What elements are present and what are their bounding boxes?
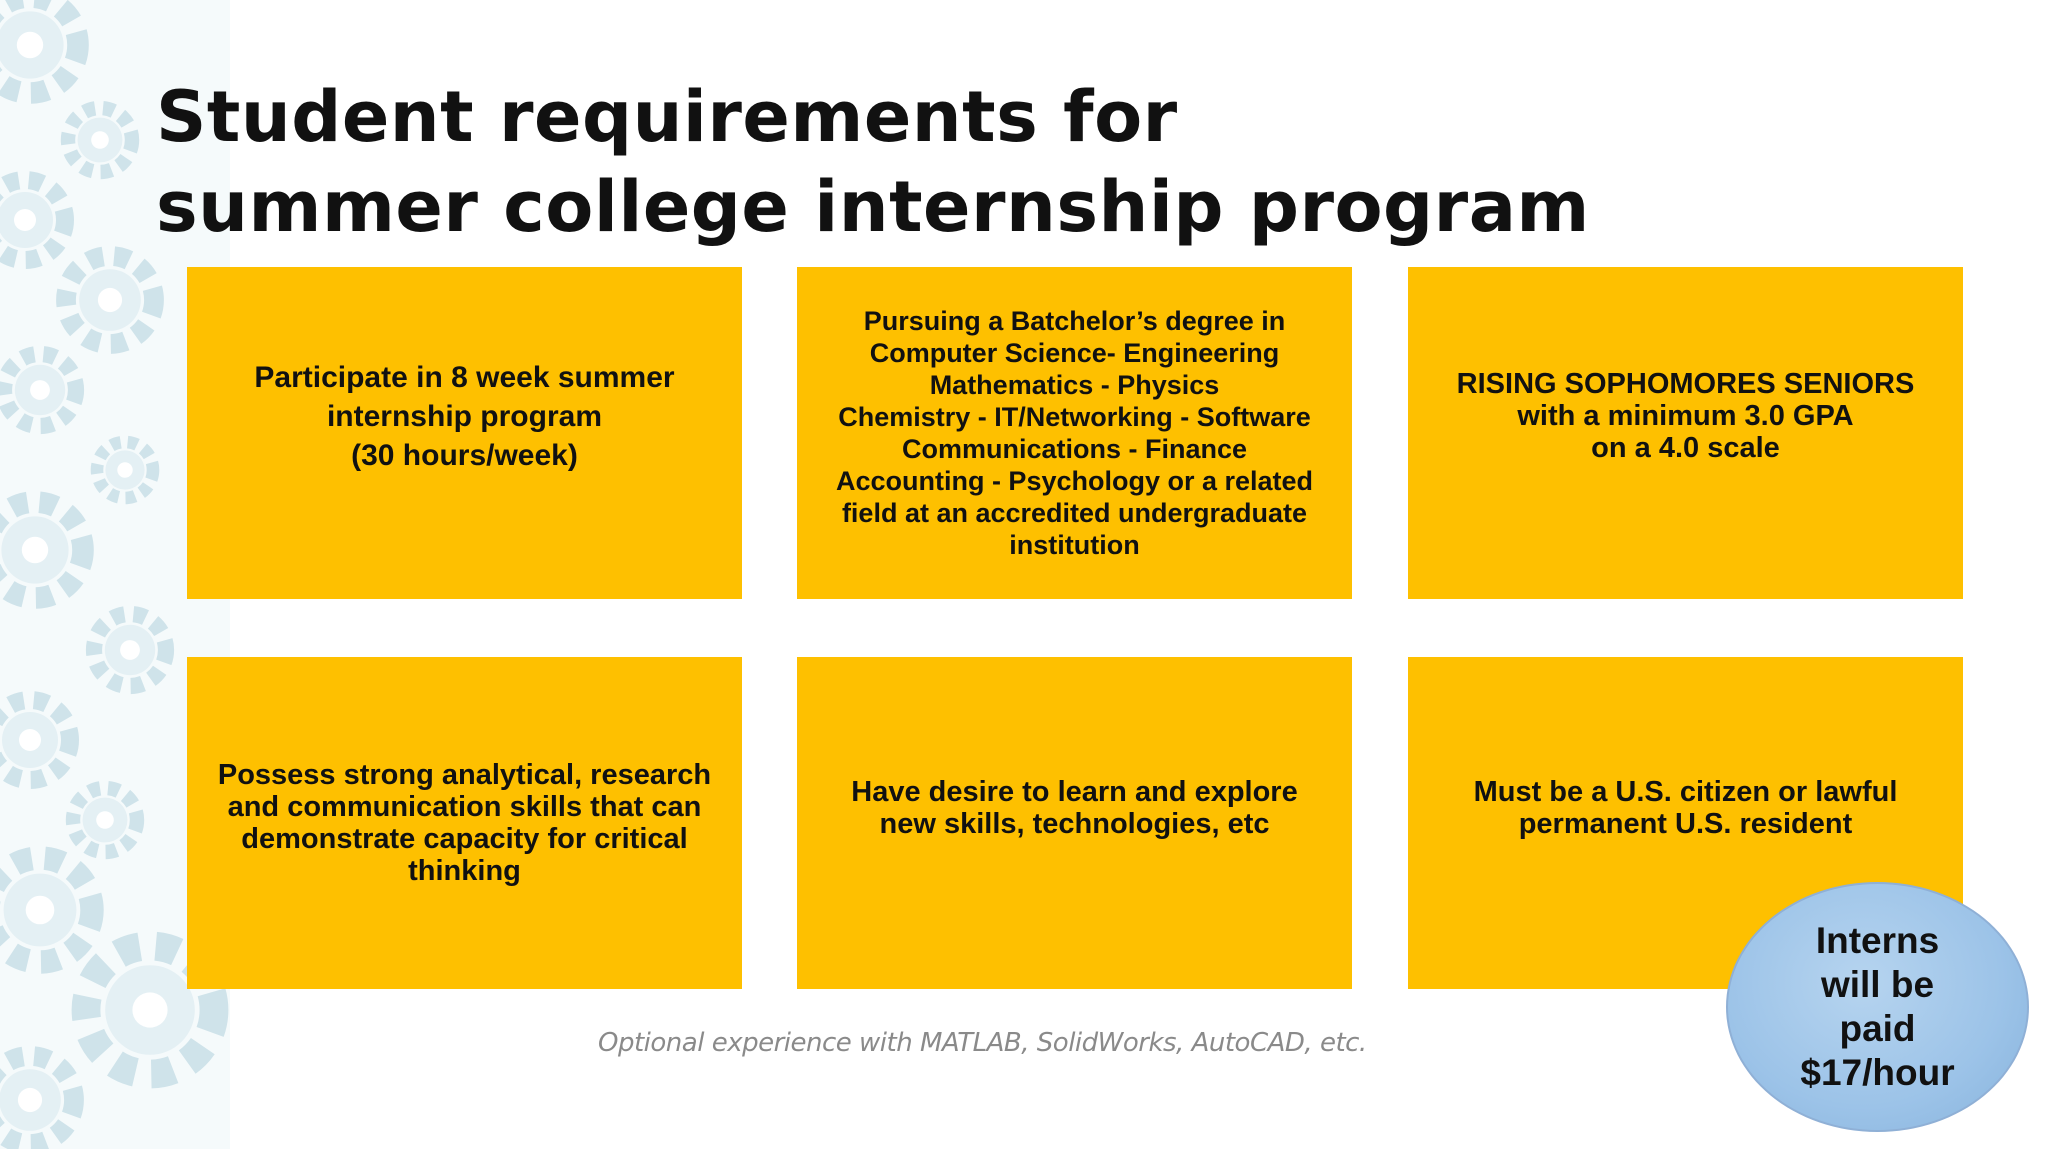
requirement-card-text: Participate in 8 week summer internship program (30 hours/week)	[254, 360, 675, 472]
pay-badge	[1726, 882, 2029, 1132]
requirement-card-gpa	[1408, 267, 1963, 599]
requirement-card-text: Pursuing a Batchelor’s degree in Computer Science- Engineering Mathematics - Physics Chemistry - IT/Networking - Software Communications - Finance Accounting - Psychology or a related field at an accredited undergraduate institution	[835, 306, 1314, 560]
title-line-2: summer college internship program	[156, 166, 1590, 248]
requirement-card-duration	[187, 267, 742, 599]
pay-badge-text: Interns will be paid $17/hour	[1800, 920, 1955, 1093]
requirement-card-degree	[797, 267, 1352, 599]
title-line-1: Student requirements for	[156, 76, 1178, 158]
requirement-card-text: Possess strong analytical, research and communication skills that can demonstrate capacity for critical thinking	[217, 759, 712, 887]
requirement-card-text: Have desire to learn and explore new skills, technologies, etc	[851, 776, 1298, 840]
requirement-card-desire	[797, 657, 1352, 989]
requirement-card-text: RISING SOPHOMORES SENIORS with a minimum 3.0 GPA on a 4.0 scale	[1456, 368, 1915, 464]
requirement-card-skills	[187, 657, 742, 989]
optional-experience-note: Optional experience with MATLAB, SolidWorks, AutoCAD, etc.	[598, 1028, 1367, 1058]
requirement-card-text: Must be a U.S. citizen or lawful permanent U.S. resident	[1473, 776, 1898, 840]
page-title	[156, 72, 1590, 252]
